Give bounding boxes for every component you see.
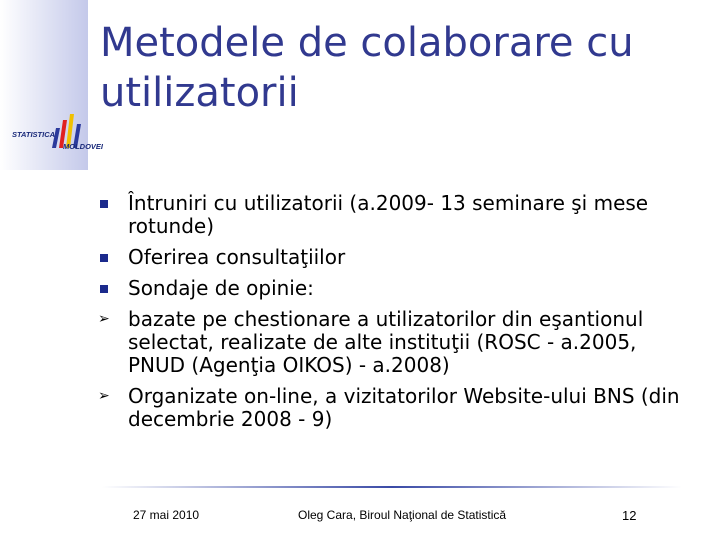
footer-divider (102, 486, 682, 488)
list-item-text: Organizate on-line, a vizitatorilor Website-ului BNS (din decembrie 2008 - 9) (128, 384, 680, 431)
arrow-bullet-icon: ➢ (98, 388, 110, 404)
square-bullet-icon (100, 200, 108, 208)
square-bullet-icon (100, 254, 108, 262)
arrow-bullet-icon: ➢ (98, 311, 110, 327)
list-item (98, 192, 698, 238)
list-item (98, 385, 698, 431)
square-bullet-icon (100, 285, 108, 293)
logo-text-top: STATISTICA (12, 130, 56, 139)
list-item-text: Oferirea consultaţiilor (128, 245, 346, 269)
list-item-text: bazate pe chestionare a utilizatorilor din eşantionul selectat, realizate de alte instituţii (ROSC - a.2005, PNUD (Agenţia OIKOS) - a.2008) (128, 307, 644, 377)
page-number: 12 (622, 508, 637, 523)
footer-author: Oleg Cara, Biroul Naţional de Statistică (298, 508, 507, 522)
list-item (98, 277, 698, 300)
list-item-text: Întruniri cu utilizatorii (a.2009- 13 seminare şi mese rotunde) (128, 191, 649, 238)
slide-content (98, 192, 698, 439)
statistica-moldovei-logo (8, 112, 106, 162)
list-item (98, 308, 698, 377)
list-item-text: Sondaje de opinie: (128, 276, 314, 300)
slide-title: Metodele de colaborare cu utilizatorii (100, 20, 634, 116)
list-item (98, 246, 698, 269)
logo-text-bottom: MOLDOVEI (63, 142, 104, 151)
footer-date: 27 mai 2010 (133, 508, 200, 522)
